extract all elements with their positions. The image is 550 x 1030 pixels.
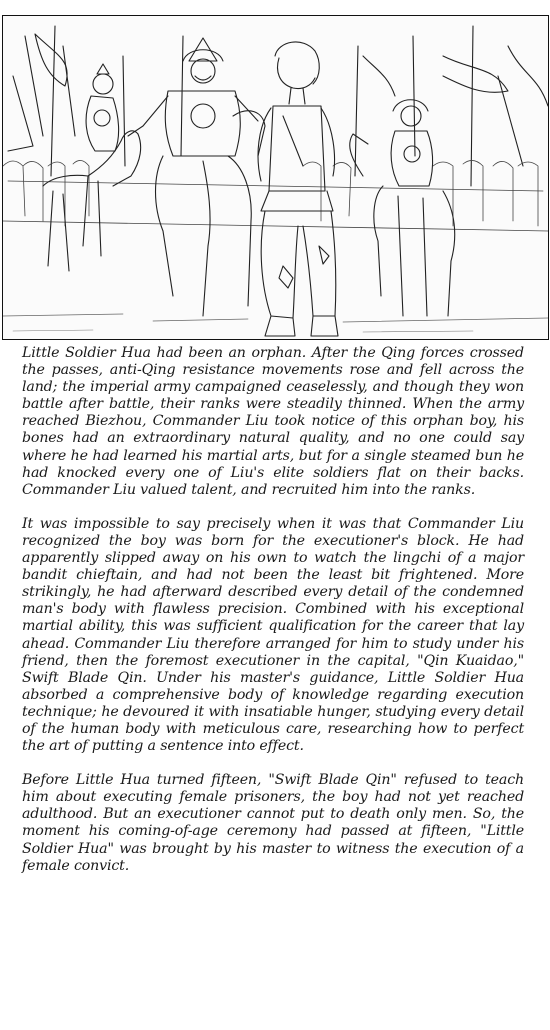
paragraph-2: It was impossible to say precisely when it was that Commander Liu recognized the boy was born for the executioner's block. He had apparently slipped away on his own to watch the lingchi of a major bandit chieftain, and had not been the least bit frightened. More strikingly, he had afterward described every detail of the condemned man's body with flawless precision. Combined with his exceptional martial ability, this was sufficient qualification for the career that lay ahead. Commander Liu therefore arranged for him to study under his friend, then the foremost executioner in the capital, "Qin Kuaidao," Swift Blade Qin. Under his master's guidance, Little Soldier Hua absorbed a comprehensive body of knowledge regarding execution technique; he devoured it with insatiable hunger, studying every detail of the human body with meticulous care, researching how to perfect the art of putting a sentence into effect. (22, 515, 524, 755)
paragraph-1: Little Soldier Hua had been an orphan. After the Qing forces crossed the passes, anti-Qing resistance movements rose and fell across the land; the imperial army campaigned ceaselessly, and though they won battle after battle, their ranks were steadily thinned. When the army reached Biezhou, Commander Liu took notice of this orphan boy, his bones had an extraordinary natural quality, and no one could say where he had learned his martial arts, but for a single steamed bun he had knocked every one of Liu's elite soldiers flat on their backs. Commander Liu valued talent, and recruited him into the ranks. (22, 345, 524, 498)
paragraph-3: Before Little Hua turned fifteen, "Swift Blade Qin" refused to teach him about executing female prisoners, the boy had not yet reached adulthood. But an executioner cannot put to death only men. So, the moment his coming-of-age ceremony had passed at fifteen, "Little Soldier Hua" was brought by his master to witness the execution of a female convict. (22, 772, 524, 874)
army-riders-illustration (3, 16, 548, 339)
story-text (22, 345, 524, 892)
illustration-panel (2, 15, 549, 340)
